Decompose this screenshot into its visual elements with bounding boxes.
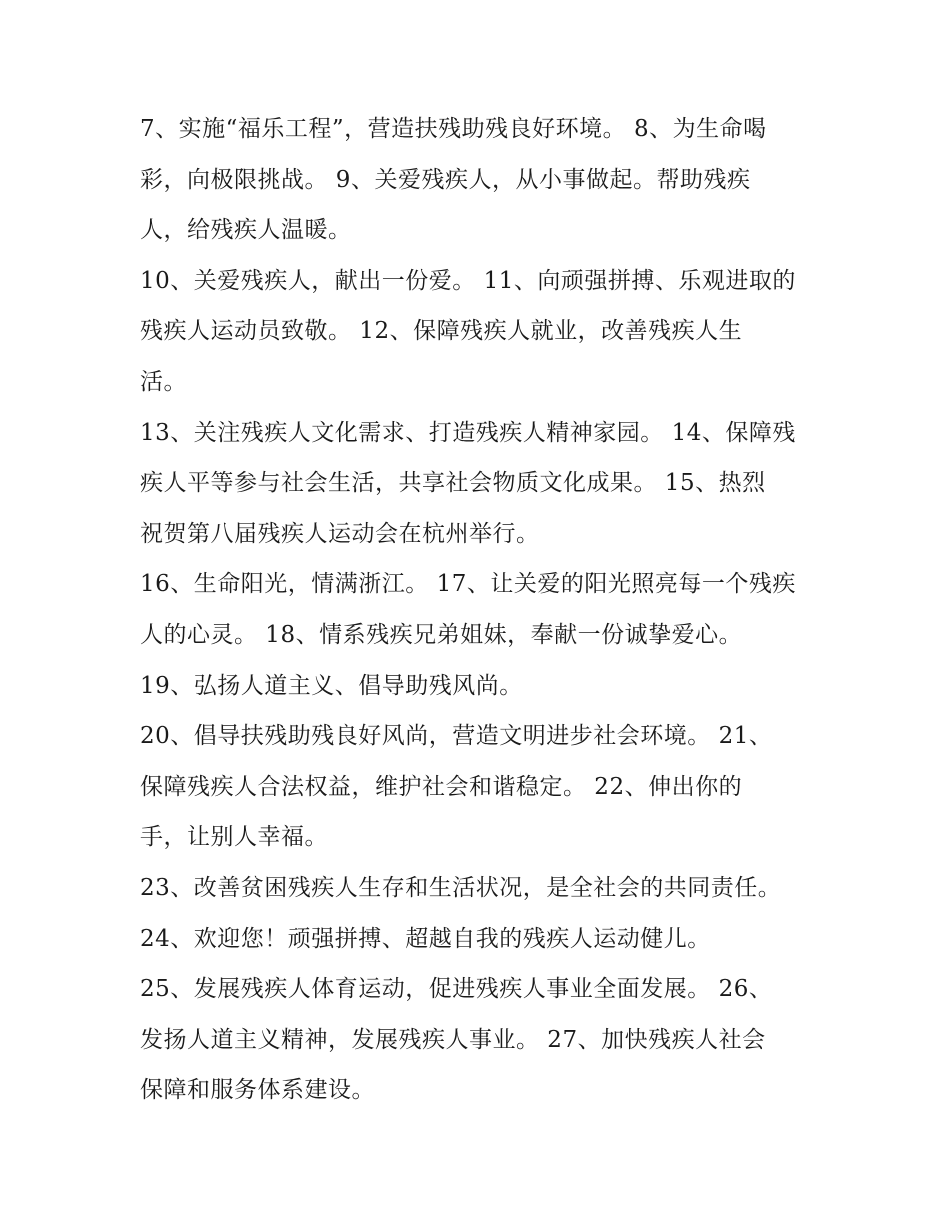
text-line: 13、关注残疾人文化需求、打造残疾人精神家园。 14、保障残: [140, 419, 796, 446]
text-line: 24、欢迎您！顽强拼搏、超越自我的残疾人运动健儿。: [140, 925, 711, 952]
paragraph-slogans-16-18: [140, 559, 820, 660]
text-line: 疾人平等参与社会生活，共享社会物质文化成果。 15、热烈: [140, 470, 766, 497]
text-line: 发扬人道主义精神，发展残疾人事业。 27、加快残疾人社会: [140, 1026, 766, 1053]
text-line: 活。: [140, 368, 187, 395]
paragraph-slogans-10-12: [140, 256, 820, 408]
paragraph-slogans-25-27: [140, 964, 820, 1116]
text-line: 保障残疾人合法权益，维护社会和谐稳定。 22、伸出你的: [140, 773, 743, 800]
text-line: 23、改善贫困残疾人生存和生活状况，是全社会的共同责任。: [140, 874, 782, 901]
paragraph-slogan-24: [140, 914, 820, 965]
text-line: 人的心灵。 18、情系残疾兄弟姐妹，奉献一份诚挚爱心。: [140, 621, 743, 648]
text-line: 彩，向极限挑战。 9、关爱残疾人，从小事做起。帮助残疾: [140, 166, 751, 193]
text-line: 保障和服务体系建设。: [140, 1077, 375, 1104]
text-line: 人，给残疾人温暖。: [140, 217, 352, 244]
document-body: [140, 104, 820, 1116]
paragraph-slogan-19: [140, 661, 820, 712]
text-line: 20、倡导扶残助残良好风尚，营造文明进步社会环境。 21、: [140, 723, 773, 750]
paragraph-slogan-23: [140, 863, 820, 914]
paragraph-slogans-7-9: [140, 104, 820, 256]
text-line: 7、实施“福乐工程”，营造扶残助残良好环境。 8、为生命喝: [140, 116, 767, 142]
text-line: 祝贺第八届残疾人运动会在杭州举行。: [140, 520, 540, 547]
text-line: 10、关爱残疾人，献出一份爱。 11、向顽强拼搏、乐观进取的: [140, 267, 796, 294]
text-line: 16、生命阳光，情满浙江。 17、让关爱的阳光照亮每一个残疾: [140, 571, 796, 598]
text-line: 25、发展残疾人体育运动，促进残疾人事业全面发展。 26、: [140, 976, 773, 1003]
text-line: 残疾人运动员致敬。 12、保障残疾人就业，改善残疾人生: [140, 318, 743, 345]
text-line: 19、弘扬人道主义、倡导助残风尚。: [140, 672, 523, 699]
paragraph-slogans-20-22: [140, 711, 820, 863]
text-line: 手，让别人幸福。: [140, 824, 328, 851]
paragraph-slogans-13-15: [140, 408, 820, 560]
